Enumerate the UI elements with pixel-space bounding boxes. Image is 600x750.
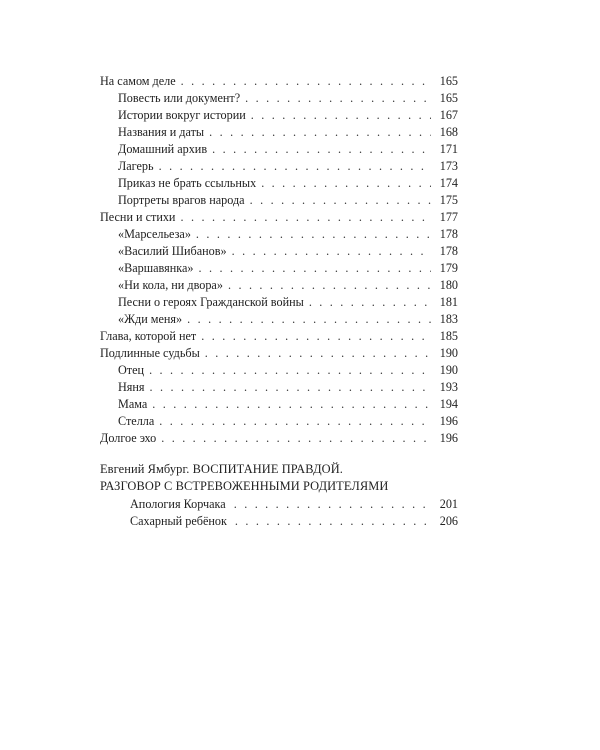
- toc-entry-title: Повесть или документ?: [118, 91, 241, 105]
- toc-entry-title: Домашний архив: [118, 142, 208, 156]
- toc-entry-title: Стелла: [118, 414, 155, 428]
- dot-leader: [198, 260, 431, 277]
- dot-leader: [205, 345, 431, 362]
- section-heading[interactable]: [100, 461, 458, 494]
- dot-leader: [251, 107, 431, 124]
- toc-entry-page: 175: [439, 193, 458, 207]
- toc-entry-title: На самом деле: [100, 74, 176, 88]
- dot-leader: [245, 90, 431, 107]
- toc-entry[interactable]: [100, 294, 458, 311]
- toc-entry[interactable]: [100, 379, 458, 396]
- toc-entry-page: 201: [439, 497, 458, 511]
- toc-entry-page: 178: [439, 227, 458, 241]
- toc-entry[interactable]: [100, 311, 458, 328]
- dot-leader: [159, 158, 431, 175]
- toc-entry-title: Песни о героях Гражданской войны: [118, 295, 304, 309]
- dot-leader: [196, 226, 431, 243]
- toc-entry[interactable]: [100, 141, 458, 158]
- toc-entry[interactable]: [100, 496, 458, 513]
- toc-entry-title: Истории вокруг истории: [118, 108, 246, 122]
- toc-entry-title: Названия и даты: [118, 125, 205, 139]
- toc-entry-page: 206: [439, 514, 458, 528]
- dot-leader: [228, 277, 431, 294]
- toc-entry-title: Долгое эхо: [100, 431, 157, 445]
- toc-entry[interactable]: [100, 90, 458, 107]
- dot-leader: [235, 513, 431, 530]
- toc-entry-page: 168: [439, 125, 458, 139]
- toc-entry[interactable]: [100, 107, 458, 124]
- toc-entry-title: «Жди меня»: [118, 312, 183, 326]
- toc-entry-page: 165: [439, 74, 458, 88]
- toc-entry[interactable]: [100, 362, 458, 379]
- dot-leader: [309, 294, 431, 311]
- toc-entry-page: 165: [439, 91, 458, 105]
- toc-entry[interactable]: [100, 243, 458, 260]
- toc-entry[interactable]: [100, 396, 458, 413]
- toc-entry-page: 179: [439, 261, 458, 275]
- dot-leader: [159, 413, 431, 430]
- toc-entry[interactable]: [100, 430, 458, 447]
- toc-entry-page: 193: [439, 380, 458, 394]
- toc-entry-page: 194: [439, 397, 458, 411]
- toc-entry-title: Песни и стихи: [100, 210, 176, 224]
- toc-entry[interactable]: [100, 413, 458, 430]
- toc-entry-page: 180: [439, 278, 458, 292]
- dot-leader: [180, 209, 431, 226]
- toc-entry-page: 173: [439, 159, 458, 173]
- dot-leader: [152, 396, 431, 413]
- dot-leader: [234, 496, 431, 513]
- toc-entry-page: 185: [439, 329, 458, 343]
- toc-entry-page: 190: [439, 363, 458, 377]
- toc-entry[interactable]: [100, 124, 458, 141]
- toc-entry-title: «Марсельеза»: [118, 227, 191, 241]
- toc-entry-page: 167: [439, 108, 458, 122]
- dot-leader: [150, 379, 431, 396]
- dot-leader: [181, 73, 431, 90]
- toc-entry[interactable]: [100, 209, 458, 226]
- toc-entry-page: 174: [439, 176, 458, 190]
- dot-leader: [250, 192, 431, 209]
- section-heading-line2: РАЗГОВОР С ВСТРЕВОЖЕННЫМИ РОДИТЕЛЯМИ: [100, 478, 389, 493]
- toc-entry-page: 196: [439, 414, 458, 428]
- toc-entry-title: «Василий Шибанов»: [118, 244, 227, 258]
- toc-entry[interactable]: [100, 328, 458, 345]
- dot-leader: [232, 243, 431, 260]
- toc-entry-title: Отец: [118, 363, 145, 377]
- toc-entry[interactable]: [100, 345, 458, 362]
- toc-entry-title: «Ни кола, ни двора»: [118, 278, 223, 292]
- toc-entry-page: 190: [439, 346, 458, 360]
- toc-entry-page: 177: [439, 210, 458, 224]
- dot-leader: [261, 175, 431, 192]
- table-of-contents: [100, 73, 458, 530]
- toc-entry-page: 171: [439, 142, 458, 156]
- toc-entry-title: Мама: [118, 397, 148, 411]
- toc-entry-title: Сахарный ребёнок: [130, 514, 227, 528]
- toc-entry-title: Подлинные судьбы: [100, 346, 200, 360]
- toc-entry-page: 196: [439, 431, 458, 445]
- toc-entry-title: Няня: [118, 380, 145, 394]
- toc-entry[interactable]: [100, 158, 458, 175]
- toc-entry[interactable]: [100, 175, 458, 192]
- section-heading-line1: Евгений Ямбург. ВОСПИТАНИЕ ПРАВДОЙ.: [100, 462, 343, 476]
- toc-entry-title: Портреты врагов народа: [118, 193, 245, 207]
- toc-entry[interactable]: [100, 192, 458, 209]
- dot-leader: [209, 124, 431, 141]
- toc-entry-page: 178: [439, 244, 458, 258]
- toc-entry-page: 181: [439, 295, 458, 309]
- toc-entry-title: Приказ не брать ссыльных: [118, 176, 257, 190]
- toc-entry[interactable]: [100, 513, 458, 530]
- toc-entry-title: Лагерь: [118, 159, 154, 173]
- dot-leader: [149, 362, 431, 379]
- toc-entry-title: «Варшавянка»: [118, 261, 194, 275]
- dot-leader: [161, 430, 431, 447]
- toc-entry[interactable]: [100, 73, 458, 90]
- toc-entry-page: 183: [439, 312, 458, 326]
- toc-entry-title: Апология Корчака: [130, 497, 226, 511]
- dot-leader: [187, 311, 431, 328]
- toc-entry[interactable]: [100, 260, 458, 277]
- dot-leader: [212, 141, 431, 158]
- toc-entry[interactable]: [100, 277, 458, 294]
- toc-entry[interactable]: [100, 226, 458, 243]
- dot-leader: [201, 328, 431, 345]
- toc-entry-title: Глава, которой нет: [100, 329, 197, 343]
